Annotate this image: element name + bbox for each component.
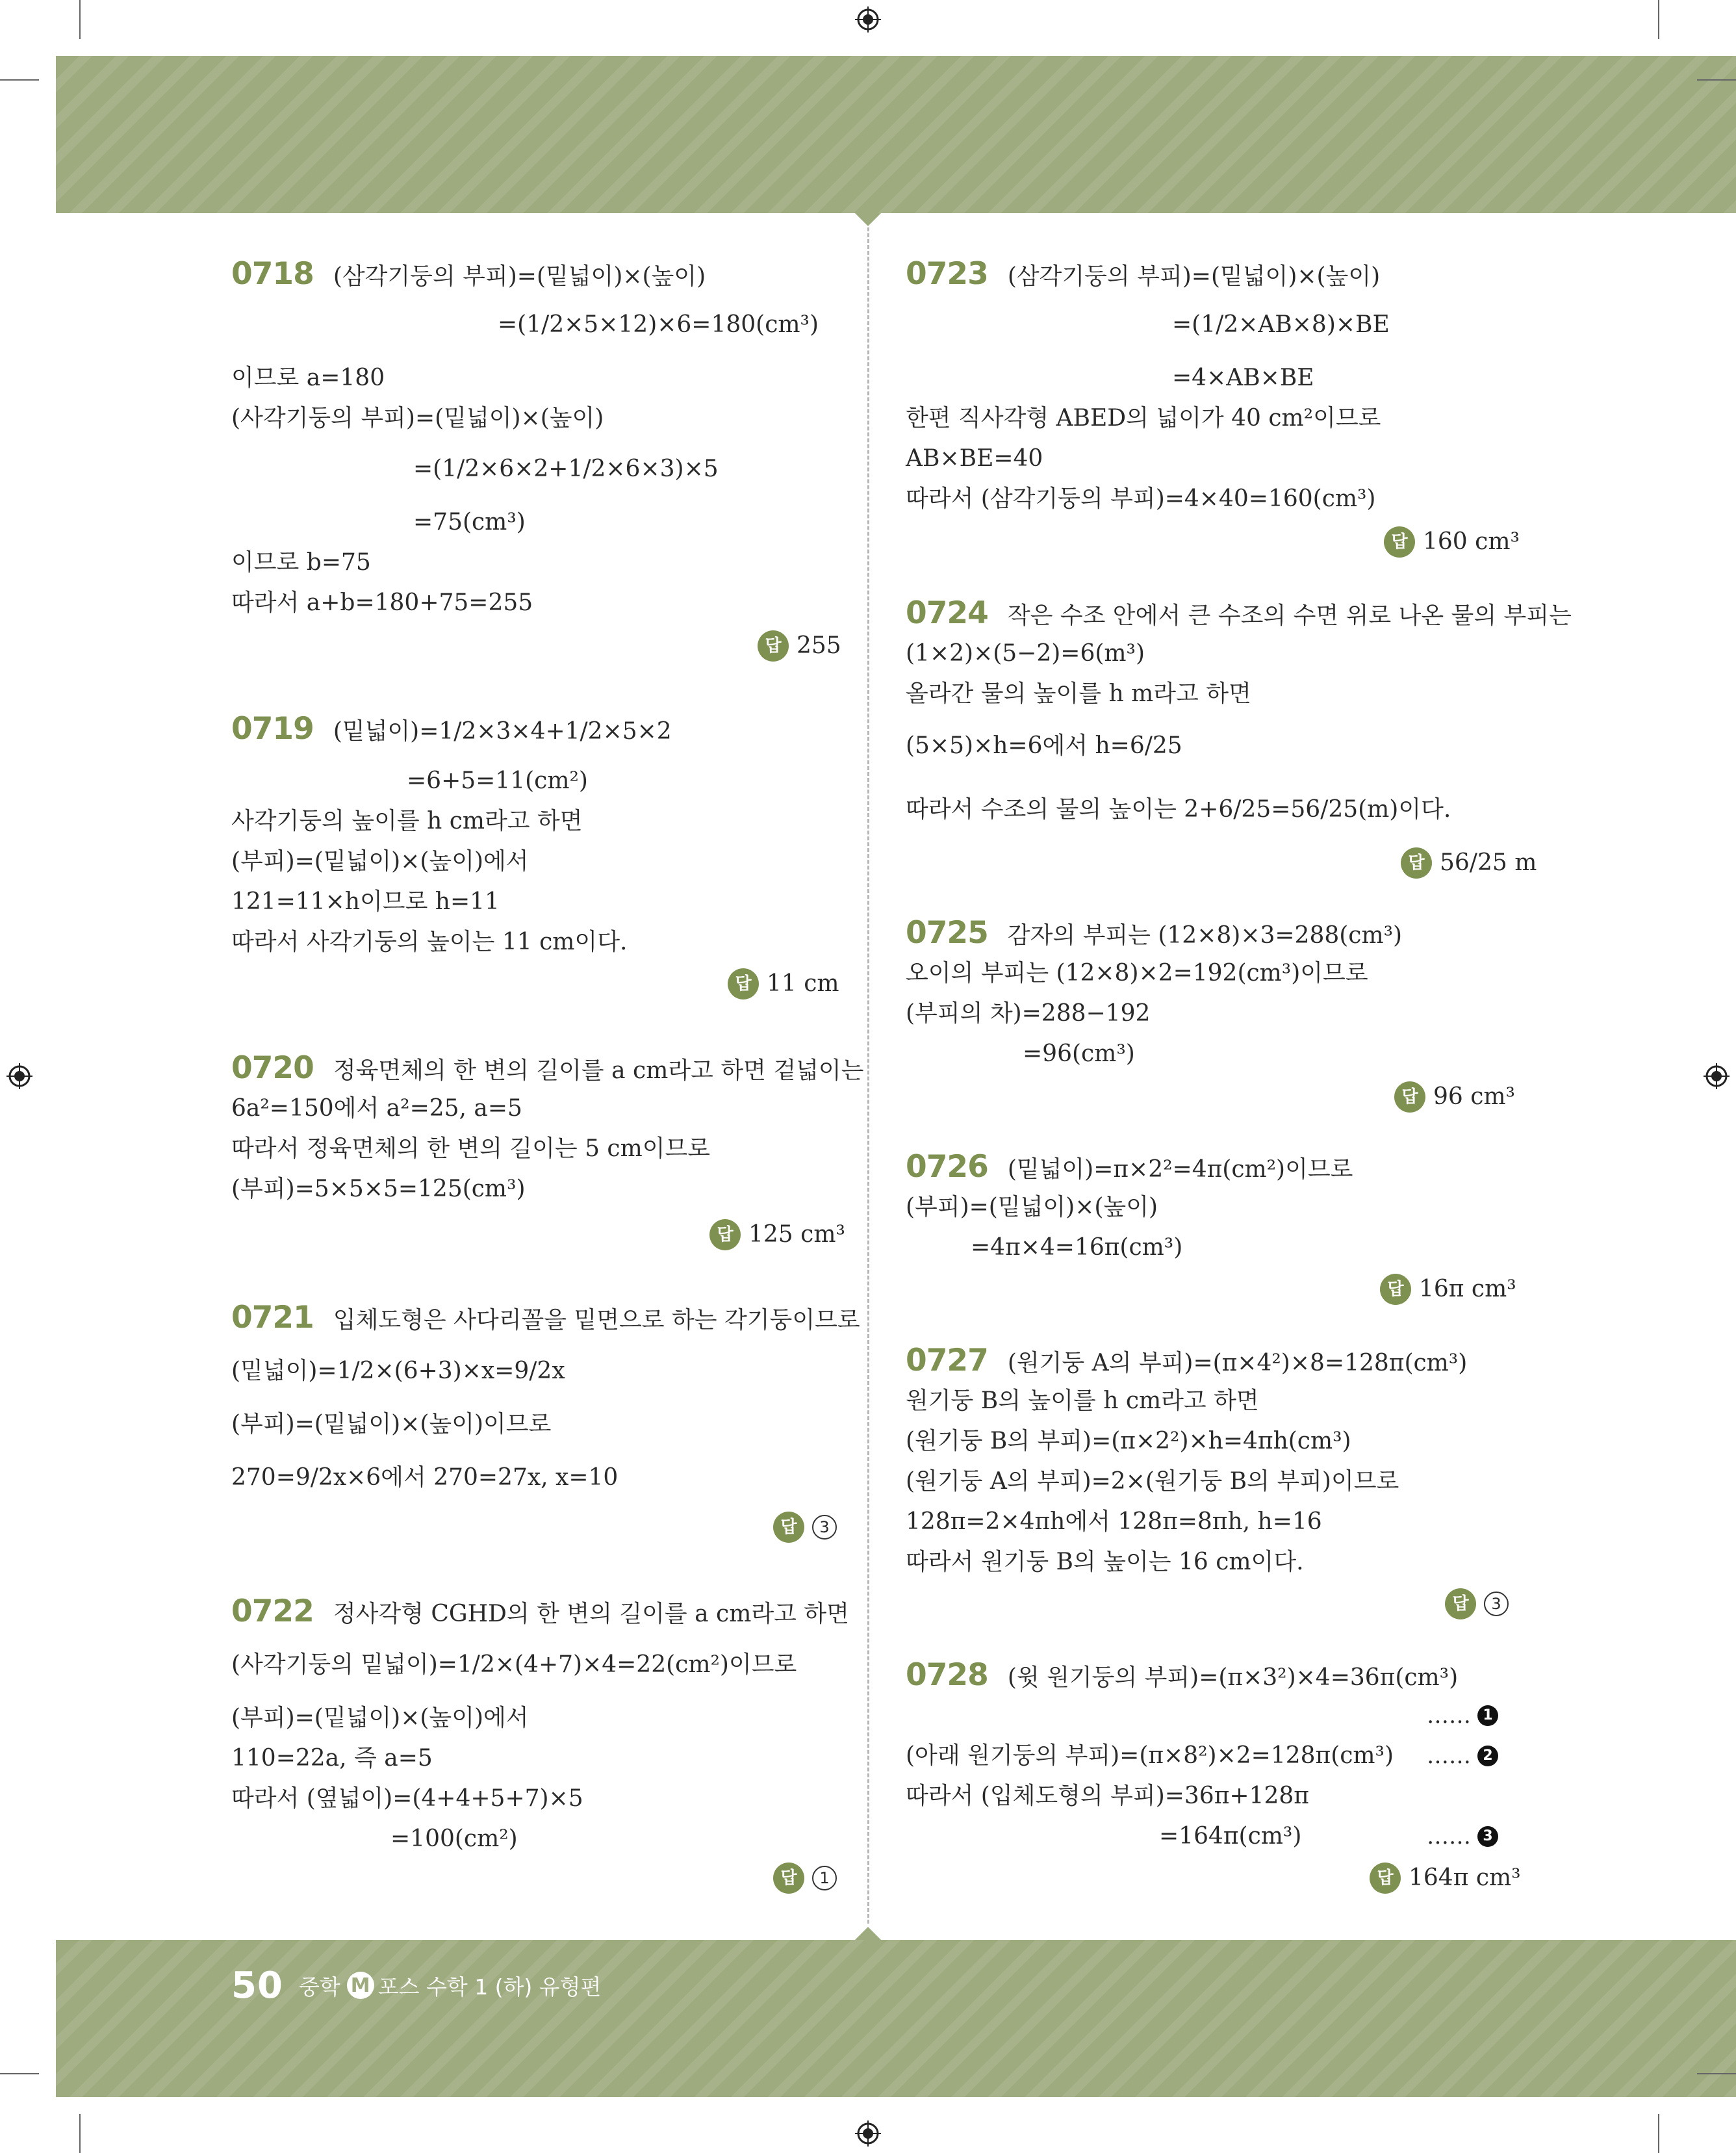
header-band (56, 56, 1736, 213)
problem-line: (사각기둥의 밑넓이)=1/2×(4+7)×4=22(cm²)이므로 (231, 1651, 797, 1678)
registration-mark-icon (855, 2121, 881, 2147)
crop-mark (0, 2073, 39, 2074)
problem-line: (원기둥 B의 부피)=(π×2²)×h=4πh(cm³) (906, 1428, 1351, 1454)
header-notch (855, 213, 881, 226)
problem-line (906, 1657, 1459, 1693)
answer-0722 (773, 1863, 837, 1894)
answer-value: 11 cm (767, 970, 839, 997)
problem-line: 사각기둥의 높이를 h cm라고 하면 (231, 808, 583, 834)
solution-text: (삼각기둥의 부피)=(밑넓이)×(높이) (1007, 263, 1381, 290)
problem-line: =164π(cm³) (1159, 1823, 1302, 1850)
problem-line: 원기둥 B의 높이를 h cm라고 하면 (906, 1387, 1259, 1414)
problem-line: =6+5=11(cm²) (407, 767, 588, 794)
solution-text: 정사각형 CGHD의 한 변의 길이를 a cm라고 하면 (333, 1601, 849, 1627)
solution-text: (윗 원기둥의 부피)=(π×3²)×4=36π(cm³) (1007, 1664, 1459, 1691)
answer-badge: 답 (728, 968, 759, 999)
registration-mark-icon (6, 1063, 32, 1089)
answer-badge: 답 (773, 1863, 804, 1894)
problem-line: 따라서 a+b=180+75=255 (231, 589, 533, 616)
step-number-icon: 2 (1477, 1746, 1498, 1766)
crop-mark (79, 2114, 81, 2153)
problem-line: 올라간 물의 높이를 h m라고 하면 (906, 680, 1251, 707)
page-number: 50 (231, 1964, 283, 2007)
step-number-icon: 1 (1477, 1705, 1498, 1726)
book-title-suffix: 포스 수학 1 (하) 유형편 (377, 1974, 602, 2000)
answer-value: 160 cm³ (1423, 528, 1520, 555)
problem-line: (아래 원기둥의 부피)=(π×8²)×2=128π(cm³) (906, 1742, 1394, 1769)
answer-value: 56/25 m (1440, 849, 1537, 876)
problem-line (231, 1593, 849, 1629)
answer-0723 (1384, 526, 1520, 558)
problem-line: (부피)=(밑넓이)×(높이)에서 (231, 848, 529, 875)
problem-line: 오이의 부피는 (12×8)×2=192(cm³)이므로 (906, 960, 1368, 986)
problem-line: 따라서 수조의 물의 높이는 2+6/25=56/25(m)이다. (906, 796, 1451, 823)
problem-line: =(1/2×5×12)×6=180(cm³) (498, 311, 819, 338)
problem-number: 0720 (231, 1050, 314, 1086)
problem-line: (부피)=(밑넓이)×(높이) (906, 1194, 1158, 1220)
problem-line: =100(cm²) (390, 1825, 518, 1852)
step-leader: …… (1427, 1743, 1471, 1769)
answer-badge: 답 (1401, 847, 1432, 879)
solution-text: (밑넓이)=1/2×3×4+1/2×5×2 (333, 718, 672, 745)
registration-mark-icon (1704, 1063, 1730, 1089)
problem-line: =4×AB×BE (1172, 365, 1314, 391)
problem-line: 270=9/2x×6에서 270=27x, x=10 (231, 1464, 619, 1491)
problem-line: 따라서 원기둥 B의 높이는 16 cm이다. (906, 1549, 1304, 1575)
column-divider (867, 227, 869, 1924)
problem-number: 0726 (906, 1149, 988, 1185)
step-leader: …… (1427, 1824, 1471, 1850)
solution-text: 감자의 부피는 (12×8)×3=288(cm³) (1007, 922, 1403, 949)
problem-number: 0719 (231, 711, 314, 747)
answer-badge: 답 (1380, 1274, 1411, 1305)
problem-line: (부피)=5×5×5=125(cm³) (231, 1176, 526, 1202)
answer-0728 (1370, 1863, 1521, 1894)
problem-line: 128π=2×4πh에서 128π=8πh, h=16 (906, 1508, 1322, 1535)
book-logo-icon: M (347, 1972, 374, 1999)
problem-line: 6a²=150에서 a²=25, a=5 (231, 1095, 522, 1122)
step-marker (1427, 1742, 1498, 1770)
problem-line (906, 1149, 1353, 1185)
step-marker (1427, 1822, 1498, 1851)
answer-0721 (773, 1512, 837, 1543)
solution-text: (삼각기둥의 부피)=(밑넓이)×(높이) (333, 263, 706, 290)
book-title (299, 1970, 602, 2001)
answer-choice: 3 (812, 1515, 837, 1540)
problem-line: 한편 직사각형 ABED의 넓이가 40 cm²이므로 (906, 405, 1381, 432)
problem-line: (사각기둥의 부피)=(밑넓이)×(높이) (231, 405, 604, 432)
problem-line: (1×2)×(5−2)=6(m³) (906, 640, 1145, 667)
problem-line (906, 256, 1381, 292)
problem-line (906, 1343, 1468, 1378)
page-footer (231, 1959, 601, 2011)
crop-mark (1658, 0, 1659, 39)
problem-line (231, 1050, 864, 1086)
solution-text: (밑넓이)=π×2²=4π(cm²)이므로 (1007, 1156, 1353, 1183)
problem-line: 따라서 (옆넓이)=(4+4+5+7)×5 (231, 1785, 583, 1812)
problem-line: 따라서 정육면체의 한 변의 길이는 5 cm이므로 (231, 1135, 711, 1162)
answer-badge: 답 (773, 1512, 804, 1543)
answer-badge: 답 (1394, 1081, 1425, 1113)
answer-value: 96 cm³ (1433, 1083, 1515, 1110)
solution-text: 정육면체의 한 변의 길이를 a cm라고 하면 겉넓이는 (333, 1057, 864, 1084)
problem-line: 이므로 b=75 (231, 549, 371, 576)
problem-line: 따라서 (입체도형의 부피)=36π+128π (906, 1783, 1309, 1809)
solution-text: 입체도형은 사다리꼴을 밑면으로 하는 각기둥이므로 (333, 1307, 860, 1334)
answer-choice: 3 (1484, 1592, 1509, 1616)
problem-number: 0718 (231, 256, 314, 292)
answer-0720 (709, 1219, 845, 1250)
crop-mark (1658, 2114, 1659, 2153)
problem-line: =96(cm³) (1023, 1040, 1135, 1067)
answer-badge: 답 (1445, 1588, 1476, 1619)
answer-value: 255 (797, 632, 841, 659)
problem-number: 0724 (906, 595, 988, 631)
problem-line: 121=11×h이므로 h=11 (231, 888, 500, 915)
answer-badge: 답 (758, 630, 789, 662)
problem-line: (원기둥 A의 부피)=2×(원기둥 B의 부피)이므로 (906, 1468, 1399, 1495)
step-leader: …… (1427, 1703, 1471, 1729)
problem-line: (부피)=(밑넓이)×(높이)에서 (231, 1705, 529, 1731)
problem-line: (5×5)×h=6에서 h=6/25 (906, 732, 1182, 759)
problem-line: =4π×4=16π(cm³) (971, 1234, 1183, 1261)
step-marker (1427, 1701, 1498, 1730)
problem-number: 0723 (906, 256, 988, 292)
problem-line: =(1/2×6×2+1/2×6×3)×5 (413, 456, 719, 482)
problem-line: =(1/2×AB×8)×BE (1172, 311, 1390, 338)
book-title-prefix: 중학 (298, 1974, 340, 2000)
crop-mark (0, 79, 39, 81)
problem-line: 따라서 (삼각기둥의 부피)=4×40=160(cm³) (906, 485, 1376, 512)
crop-mark (79, 0, 81, 39)
problem-line (231, 256, 706, 292)
problem-line: (부피)=(밑넓이)×(높이)이므로 (231, 1411, 552, 1437)
solution-text: (원기둥 A의 부피)=(π×4²)×8=128π(cm³) (1007, 1350, 1468, 1376)
answer-value: 125 cm³ (748, 1221, 845, 1248)
problem-line: (부피의 차)=288−192 (906, 1000, 1151, 1027)
solution-text: 작은 수조 안에서 큰 수조의 수면 위로 나온 물의 부피는 (1007, 602, 1572, 629)
answer-0719 (728, 968, 839, 999)
problem-line (906, 915, 1403, 951)
problem-line (231, 711, 672, 747)
footer-notch (855, 1927, 881, 1940)
answer-0726 (1380, 1274, 1516, 1305)
problem-line: AB×BE=40 (906, 445, 1043, 472)
registration-mark-icon (855, 6, 881, 32)
answer-value: 164π cm³ (1409, 1864, 1521, 1891)
answer-choice: 1 (812, 1866, 837, 1890)
problem-number: 0727 (906, 1343, 988, 1378)
answer-badge: 답 (1370, 1863, 1401, 1894)
answer-0718 (758, 630, 841, 662)
problem-number: 0728 (906, 1657, 988, 1693)
answer-0725 (1394, 1081, 1515, 1113)
answer-value: 16π cm³ (1419, 1276, 1516, 1302)
crop-mark (1697, 79, 1736, 81)
problem-line (231, 1300, 860, 1335)
problem-line: (밑넓이)=1/2×(6+3)×x=9/2x (231, 1358, 565, 1384)
problem-number: 0722 (231, 1593, 314, 1629)
problem-line: =75(cm³) (413, 509, 526, 535)
answer-0727 (1445, 1588, 1509, 1619)
problem-number: 0721 (231, 1300, 314, 1335)
crop-mark (1697, 2073, 1736, 2074)
answer-0724 (1401, 847, 1537, 879)
problem-line (906, 595, 1572, 631)
problem-line: 이므로 a=180 (231, 365, 385, 391)
answer-badge: 답 (1384, 526, 1415, 558)
step-number-icon: 3 (1477, 1826, 1498, 1847)
answer-badge: 답 (709, 1219, 741, 1250)
problem-line: 110=22a, 즉 a=5 (231, 1745, 433, 1772)
problem-line: 따라서 사각기둥의 높이는 11 cm이다. (231, 929, 628, 955)
problem-number: 0725 (906, 915, 988, 951)
